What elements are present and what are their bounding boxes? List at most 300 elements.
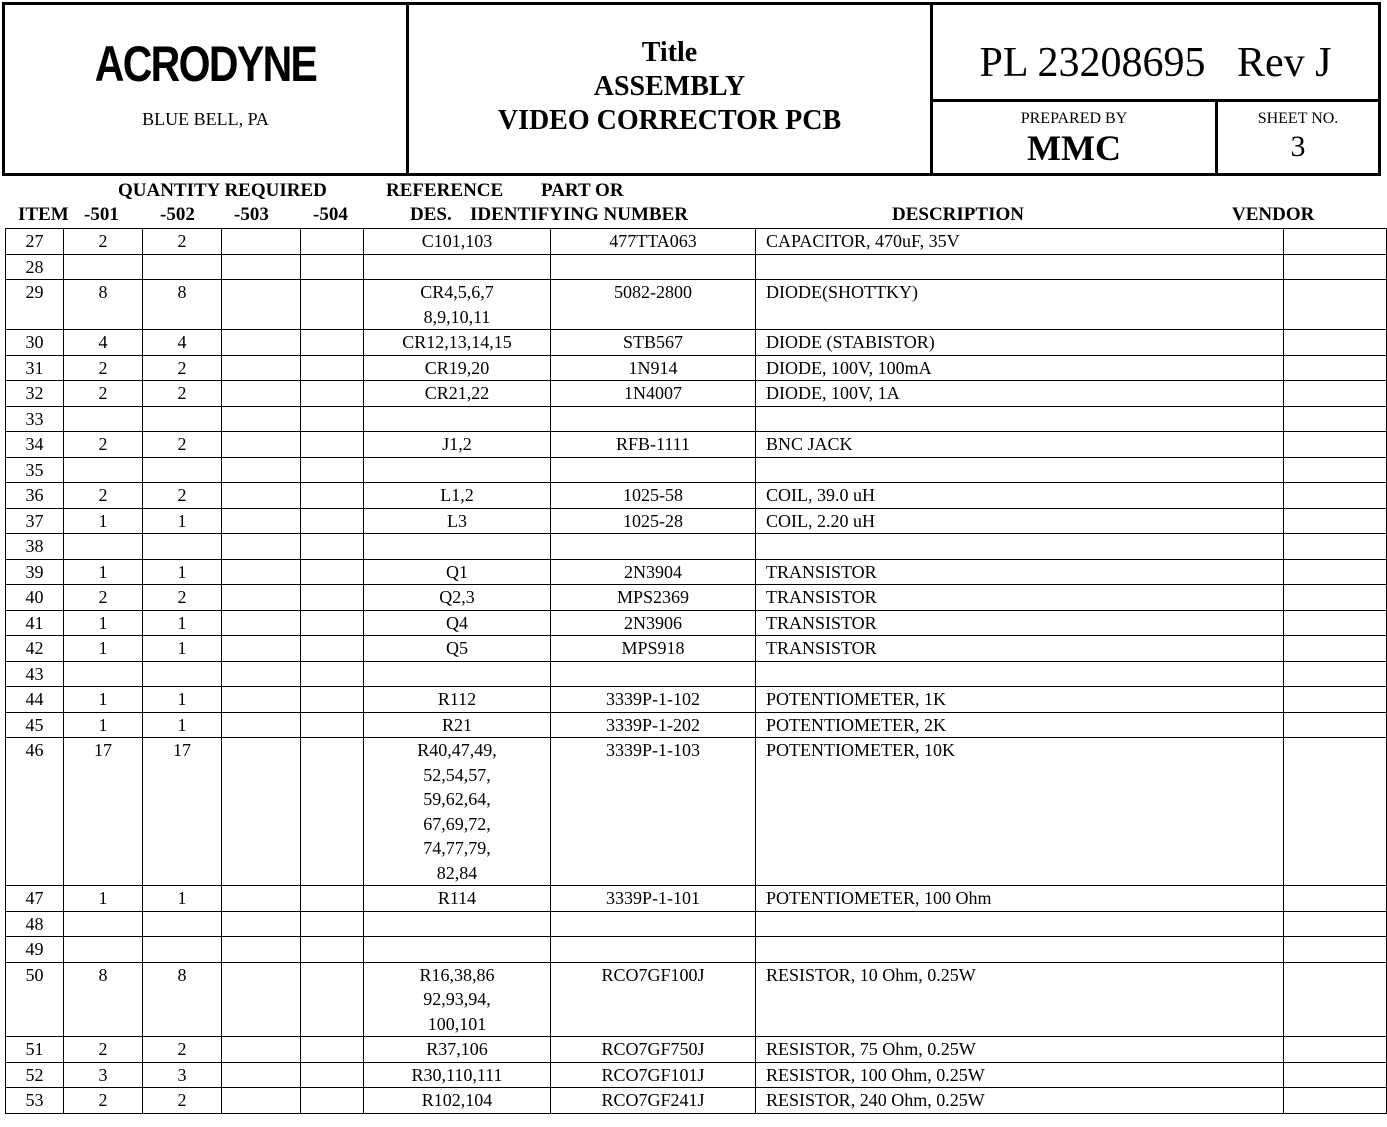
qty-504-cell <box>301 254 364 280</box>
part-number-cell: RFB-1111 <box>551 432 756 458</box>
vendor-cell <box>1284 687 1387 713</box>
table-row <box>6 738 1387 886</box>
title-line-2: VIDEO CORRECTOR PCB <box>497 105 842 136</box>
part-number-cell: 1N914 <box>551 355 756 381</box>
reference-line: 100,101 <box>427 1013 487 1034</box>
table-row <box>6 937 1387 963</box>
part-number-cell: 3339P-1-202 <box>551 712 756 738</box>
part-number-cell: MPS918 <box>551 636 756 662</box>
qty-501-cell: 1 <box>64 636 143 662</box>
qty-504-cell <box>301 508 364 534</box>
qty-503-cell <box>222 355 301 381</box>
table-row <box>6 911 1387 937</box>
qty-503-cell <box>222 457 301 483</box>
qty-501-cell: 1 <box>64 610 143 636</box>
qty-501-cell <box>64 534 143 560</box>
qty-502-cell: 2 <box>143 355 222 381</box>
company-location: BLUE BELL, PA <box>142 109 269 129</box>
qty-502-cell <box>143 254 222 280</box>
vendor-cell <box>1284 1088 1387 1114</box>
part-number-cell: RCO7GF750J <box>551 1037 756 1063</box>
vendor-cell <box>1284 1062 1387 1088</box>
table-row <box>6 1088 1387 1114</box>
part-number-cell: STB567 <box>551 330 756 356</box>
header-qty-503: -503 <box>234 204 269 225</box>
title-label: Title <box>641 37 698 68</box>
qty-501-cell <box>64 661 143 687</box>
description-cell: DIODE, 100V, 100mA <box>756 355 1284 381</box>
qty-502-cell: 1 <box>143 687 222 713</box>
reference-line <box>364 937 550 962</box>
part-number-cell: 477TTA063 <box>551 229 756 255</box>
reference-line: 67,69,72, <box>423 813 491 834</box>
table-row <box>6 661 1387 687</box>
header-vendor: VENDOR <box>1232 204 1315 225</box>
vendor-cell <box>1284 254 1387 280</box>
qty-501-cell <box>64 406 143 432</box>
qty-502-cell: 1 <box>143 508 222 534</box>
description-cell: TRANSISTOR <box>756 559 1284 585</box>
qty-504-cell <box>301 962 364 1037</box>
qty-504-cell <box>301 280 364 330</box>
reference-line: R16,38,86 <box>419 964 495 985</box>
qty-504-cell <box>301 457 364 483</box>
reference-designator-cell <box>364 229 551 255</box>
reference-line: R40,47,49, <box>417 740 497 760</box>
part-number-cell: RCO7GF241J <box>551 1088 756 1114</box>
description-cell: DIODE (STABISTOR) <box>756 330 1284 356</box>
reference-designator-cell <box>364 610 551 636</box>
qty-501-cell: 1 <box>64 886 143 912</box>
part-number-cell: 3339P-1-103 <box>551 738 756 886</box>
table-row <box>6 483 1387 509</box>
reference-designator-cell <box>364 937 551 963</box>
item-cell: 34 <box>6 432 64 458</box>
item-cell: 53 <box>6 1088 64 1114</box>
reference-line: 59,62,64, <box>423 789 491 809</box>
reference-line: 52,54,57, <box>423 764 491 785</box>
description-cell <box>756 406 1284 432</box>
table-row <box>6 355 1387 381</box>
qty-501-cell <box>64 457 143 483</box>
part-number-cell <box>551 661 756 687</box>
reference-designator-cell <box>364 585 551 611</box>
table-row <box>6 886 1387 912</box>
table-row <box>6 712 1387 738</box>
sheet-number-value: 3 <box>1290 130 1306 163</box>
reference-line <box>364 458 550 483</box>
qty-501-cell: 2 <box>64 1088 143 1114</box>
description-cell: POTENTIOMETER, 10K <box>756 738 1284 886</box>
qty-504-cell <box>301 937 364 963</box>
qty-504-cell <box>301 1037 364 1063</box>
vendor-cell <box>1284 886 1387 912</box>
qty-501-cell: 2 <box>64 355 143 381</box>
vendor-cell <box>1284 508 1387 534</box>
qty-502-cell: 17 <box>143 738 222 886</box>
table-row <box>6 1062 1387 1088</box>
qty-503-cell <box>222 886 301 912</box>
qty-503-cell <box>222 254 301 280</box>
reference-line: CR4,5,6,7 <box>420 282 494 302</box>
header-qty-501: -501 <box>84 204 119 225</box>
qty-501-cell: 8 <box>64 280 143 330</box>
qty-503-cell <box>222 330 301 356</box>
reference-designator-cell <box>364 962 551 1037</box>
reference-line <box>364 255 550 280</box>
vendor-cell <box>1284 483 1387 509</box>
qty-504-cell <box>301 406 364 432</box>
part-number-cell <box>551 937 756 963</box>
header-item: ITEM <box>18 204 69 225</box>
description-cell: TRANSISTOR <box>756 585 1284 611</box>
reference-line: CR21,22 <box>424 383 490 403</box>
table-row <box>6 280 1387 330</box>
reference-designator-cell <box>364 1088 551 1114</box>
qty-504-cell <box>301 886 364 912</box>
header-quantity-required: QUANTITY REQUIRED <box>118 180 327 201</box>
qty-502-cell: 1 <box>143 886 222 912</box>
description-cell: DIODE, 100V, 1A <box>756 381 1284 407</box>
item-cell: 36 <box>6 483 64 509</box>
qty-502-cell <box>143 937 222 963</box>
qty-502-cell: 2 <box>143 585 222 611</box>
qty-501-cell: 1 <box>64 559 143 585</box>
reference-line: 92,93,94, <box>423 989 491 1009</box>
reference-designator-cell <box>364 1062 551 1088</box>
reference-line <box>364 534 550 559</box>
item-cell: 37 <box>6 508 64 534</box>
item-cell: 28 <box>6 254 64 280</box>
qty-501-cell: 1 <box>64 687 143 713</box>
qty-501-cell: 2 <box>64 483 143 509</box>
qty-503-cell <box>222 432 301 458</box>
reference-line: C101,103 <box>421 231 493 251</box>
item-cell: 38 <box>6 534 64 560</box>
description-cell: RESISTOR, 240 Ohm, 0.25W <box>756 1088 1284 1114</box>
header-part-or: PART OR <box>541 180 624 201</box>
reference-line: R37,106 <box>426 1039 488 1059</box>
description-cell: RESISTOR, 75 Ohm, 0.25W <box>756 1037 1284 1063</box>
description-cell <box>756 534 1284 560</box>
table-row <box>6 559 1387 585</box>
description-cell: POTENTIOMETER, 2K <box>756 712 1284 738</box>
qty-504-cell <box>301 355 364 381</box>
part-number-cell <box>551 534 756 560</box>
item-cell: 35 <box>6 457 64 483</box>
company-name: ACRODYNE <box>94 36 317 92</box>
qty-504-cell <box>301 534 364 560</box>
qty-501-cell: 3 <box>64 1062 143 1088</box>
qty-501-cell: 4 <box>64 330 143 356</box>
description-cell <box>756 911 1284 937</box>
item-cell: 45 <box>6 712 64 738</box>
sheet-number-box <box>1218 102 1378 173</box>
vendor-cell <box>1284 661 1387 687</box>
item-cell: 44 <box>6 687 64 713</box>
title-line-1: ASSEMBLY <box>593 71 746 102</box>
vendor-cell <box>1284 432 1387 458</box>
reference-line: Q5 <box>446 638 468 658</box>
reference-designator-cell <box>364 457 551 483</box>
reference-line: R30,110,111 <box>411 1064 503 1085</box>
qty-502-cell: 2 <box>143 483 222 509</box>
vendor-cell <box>1284 962 1387 1037</box>
item-cell: 40 <box>6 585 64 611</box>
part-number-cell: 3339P-1-101 <box>551 886 756 912</box>
qty-504-cell <box>301 559 364 585</box>
part-number-cell: 1025-58 <box>551 483 756 509</box>
item-cell: 49 <box>6 937 64 963</box>
part-number-cell: MPS2369 <box>551 585 756 611</box>
description-cell: POTENTIOMETER, 1K <box>756 687 1284 713</box>
qty-503-cell <box>222 280 301 330</box>
table-row <box>6 254 1387 280</box>
qty-502-cell <box>143 457 222 483</box>
qty-503-cell <box>222 508 301 534</box>
qty-502-cell <box>143 534 222 560</box>
part-number-cell <box>551 457 756 483</box>
reference-designator-cell <box>364 355 551 381</box>
item-cell: 46 <box>6 738 64 886</box>
qty-504-cell <box>301 712 364 738</box>
part-number-cell: 3339P-1-102 <box>551 687 756 713</box>
vendor-cell <box>1284 585 1387 611</box>
vendor-cell <box>1284 937 1387 963</box>
reference-line: 82,84 <box>436 862 478 883</box>
qty-503-cell <box>222 712 301 738</box>
reference-line: Q4 <box>446 612 468 633</box>
reference-designator-cell <box>364 254 551 280</box>
reference-line <box>364 407 550 432</box>
qty-504-cell <box>301 229 364 255</box>
drawing-title-box <box>409 5 933 173</box>
item-cell: 47 <box>6 886 64 912</box>
description-cell: CAPACITOR, 470uF, 35V <box>756 229 1284 255</box>
item-cell: 50 <box>6 962 64 1037</box>
reference-designator-cell <box>364 636 551 662</box>
part-number-cell: RCO7GF100J <box>551 962 756 1037</box>
qty-504-cell <box>301 330 364 356</box>
parts-list-table <box>5 228 1387 1114</box>
reference-designator-cell <box>364 1037 551 1063</box>
vendor-cell <box>1284 355 1387 381</box>
qty-502-cell: 2 <box>143 229 222 255</box>
qty-501-cell <box>64 911 143 937</box>
part-number-cell <box>551 406 756 432</box>
title-block <box>2 2 1381 176</box>
qty-503-cell <box>222 1062 301 1088</box>
reference-designator-cell <box>364 381 551 407</box>
table-row <box>6 508 1387 534</box>
qty-504-cell <box>301 661 364 687</box>
prepared-by-box <box>933 102 1218 173</box>
description-cell <box>756 457 1284 483</box>
reference-designator-cell <box>364 911 551 937</box>
qty-503-cell <box>222 381 301 407</box>
table-row <box>6 381 1387 407</box>
header-identifying-number: IDENTIFYING NUMBER <box>470 204 688 225</box>
qty-503-cell <box>222 534 301 560</box>
reference-designator-cell <box>364 432 551 458</box>
qty-503-cell <box>222 610 301 636</box>
qty-502-cell: 2 <box>143 381 222 407</box>
vendor-cell <box>1284 636 1387 662</box>
qty-504-cell <box>301 911 364 937</box>
table-row <box>6 406 1387 432</box>
vendor-cell <box>1284 381 1387 407</box>
part-number-cell: 2N3906 <box>551 610 756 636</box>
reference-line <box>364 662 550 687</box>
qty-504-cell <box>301 687 364 713</box>
qty-501-cell: 2 <box>64 381 143 407</box>
header-qty-504: -504 <box>313 204 348 225</box>
qty-501-cell: 17 <box>64 738 143 886</box>
item-cell: 29 <box>6 280 64 330</box>
qty-504-cell <box>301 738 364 886</box>
vendor-cell <box>1284 457 1387 483</box>
qty-502-cell: 2 <box>143 1037 222 1063</box>
qty-503-cell <box>222 559 301 585</box>
qty-503-cell <box>222 738 301 886</box>
item-cell: 43 <box>6 661 64 687</box>
item-cell: 41 <box>6 610 64 636</box>
item-cell: 42 <box>6 636 64 662</box>
qty-502-cell: 1 <box>143 636 222 662</box>
description-cell: COIL, 39.0 uH <box>756 483 1284 509</box>
description-cell <box>756 254 1284 280</box>
header-qty-502: -502 <box>160 204 195 225</box>
qty-503-cell <box>222 962 301 1037</box>
reference-designator-cell <box>364 280 551 330</box>
reference-line: R102,104 <box>421 1090 493 1110</box>
qty-502-cell: 2 <box>143 432 222 458</box>
reference-designator-cell <box>364 886 551 912</box>
item-cell: 33 <box>6 406 64 432</box>
qty-501-cell: 1 <box>64 712 143 738</box>
part-number-cell: 2N3904 <box>551 559 756 585</box>
reference-designator-cell <box>364 483 551 509</box>
reference-designator-cell <box>364 559 551 585</box>
table-row <box>6 636 1387 662</box>
description-cell: RESISTOR, 100 Ohm, 0.25W <box>756 1062 1284 1088</box>
description-cell: BNC JACK <box>756 432 1284 458</box>
part-number-cell: 1025-28 <box>551 508 756 534</box>
qty-504-cell <box>301 483 364 509</box>
reference-line: L3 <box>447 510 467 531</box>
qty-503-cell <box>222 229 301 255</box>
description-cell: DIODE(SHOTTKY) <box>756 280 1284 330</box>
item-cell: 30 <box>6 330 64 356</box>
qty-502-cell: 1 <box>143 559 222 585</box>
table-row <box>6 610 1387 636</box>
qty-502-cell: 8 <box>143 962 222 1037</box>
vendor-cell <box>1284 330 1387 356</box>
qty-501-cell: 2 <box>64 1037 143 1063</box>
qty-501-cell: 2 <box>64 432 143 458</box>
qty-503-cell <box>222 483 301 509</box>
parts-list-number: PL 23208695 Rev J <box>933 5 1378 102</box>
description-cell <box>756 937 1284 963</box>
qty-503-cell <box>222 911 301 937</box>
vendor-cell <box>1284 1037 1387 1063</box>
description-cell <box>756 661 1284 687</box>
reference-line: Q1 <box>446 561 468 582</box>
reference-line: CR12,13,14,15 <box>402 332 512 352</box>
table-row <box>6 330 1387 356</box>
table-row <box>6 229 1387 255</box>
vendor-cell <box>1284 559 1387 585</box>
reference-line: Q2,3 <box>439 587 475 607</box>
reference-line: CR19,20 <box>424 357 490 378</box>
table-row <box>6 1037 1387 1063</box>
qty-502-cell: 2 <box>143 1088 222 1114</box>
qty-502-cell: 1 <box>143 610 222 636</box>
reference-designator-cell <box>364 687 551 713</box>
table-row <box>6 534 1387 560</box>
description-cell: TRANSISTOR <box>756 636 1284 662</box>
reference-designator-cell <box>364 330 551 356</box>
qty-503-cell <box>222 661 301 687</box>
item-cell: 31 <box>6 355 64 381</box>
qty-503-cell <box>222 937 301 963</box>
prepared-by-value: MMC <box>1027 128 1121 168</box>
part-number-cell <box>551 254 756 280</box>
qty-502-cell <box>143 911 222 937</box>
vendor-cell <box>1284 534 1387 560</box>
header-reference: REFERENCE <box>386 180 504 201</box>
description-cell: TRANSISTOR <box>756 610 1284 636</box>
qty-503-cell <box>222 585 301 611</box>
qty-502-cell: 4 <box>143 330 222 356</box>
qty-504-cell <box>301 636 364 662</box>
reference-line: R112 <box>437 689 477 709</box>
reference-line <box>364 912 550 937</box>
qty-504-cell <box>301 610 364 636</box>
qty-504-cell <box>301 432 364 458</box>
reference-line: 74,77,79, <box>423 838 491 858</box>
part-number-cell: 1N4007 <box>551 381 756 407</box>
reference-line: L1,2 <box>440 485 474 505</box>
qty-504-cell <box>301 381 364 407</box>
vendor-cell <box>1284 229 1387 255</box>
reference-designator-cell <box>364 661 551 687</box>
item-cell: 27 <box>6 229 64 255</box>
reference-line: R21 <box>441 714 472 735</box>
item-cell: 39 <box>6 559 64 585</box>
vendor-cell <box>1284 406 1387 432</box>
qty-501-cell <box>64 937 143 963</box>
table-row <box>6 585 1387 611</box>
qty-504-cell <box>301 1062 364 1088</box>
qty-502-cell: 1 <box>143 712 222 738</box>
qty-503-cell <box>222 1088 301 1114</box>
vendor-cell <box>1284 280 1387 330</box>
table-row <box>6 962 1387 1037</box>
item-cell: 48 <box>6 911 64 937</box>
reference-designator-cell <box>364 738 551 886</box>
part-number-cell: 5082-2800 <box>551 280 756 330</box>
description-cell: RESISTOR, 10 Ohm, 0.25W <box>756 962 1284 1037</box>
reference-line: R114 <box>437 888 477 908</box>
header-des: DES. <box>410 204 452 225</box>
document-info-box <box>933 5 1378 173</box>
part-number-cell <box>551 911 756 937</box>
item-cell: 32 <box>6 381 64 407</box>
qty-504-cell <box>301 585 364 611</box>
header-description: DESCRIPTION <box>892 204 1024 225</box>
table-row <box>6 687 1387 713</box>
